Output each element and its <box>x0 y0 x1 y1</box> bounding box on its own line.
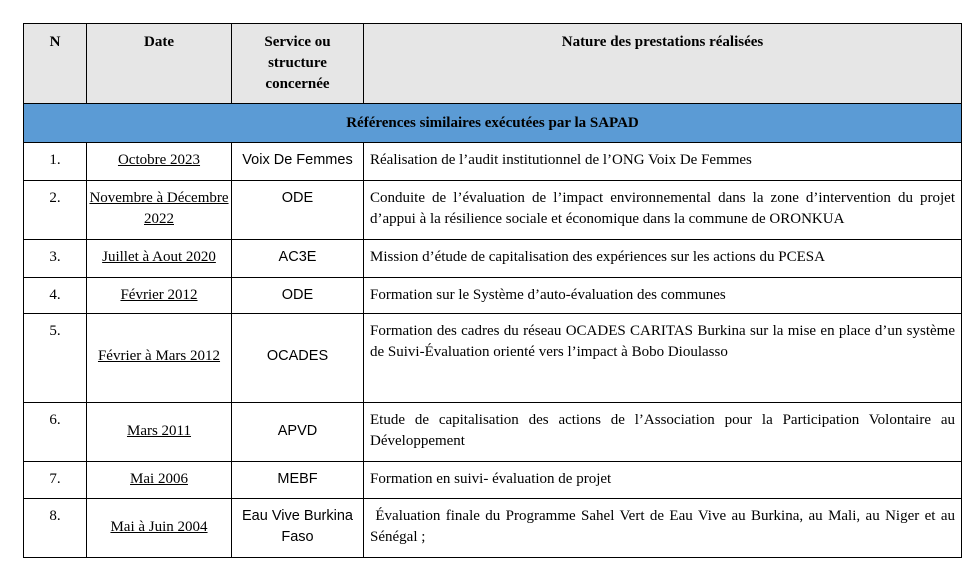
row-number: 6. <box>24 403 87 462</box>
section-row <box>24 104 962 143</box>
table-row <box>24 181 962 240</box>
row-date: Mai 2006 <box>87 462 232 499</box>
row-service: ODE <box>232 181 364 240</box>
table-row <box>24 499 962 558</box>
row-nature: Évaluation finale du Programme Sahel Vert de Eau Vive au Burkina, au Mali, au Niger et au Sénégal ; <box>364 499 962 558</box>
header-service <box>232 24 364 104</box>
table-row <box>24 278 962 314</box>
section-title: Références similaires exécutées par la SAPAD <box>24 104 962 143</box>
header-date: Date <box>87 24 232 104</box>
row-date: Octobre 2023 <box>87 143 232 181</box>
row-nature: Formation en suivi- évaluation de projet <box>364 462 962 499</box>
header-row <box>24 24 962 104</box>
row-number: 7. <box>24 462 87 499</box>
table-row <box>24 462 962 499</box>
row-nature: Réalisation de l’audit institutionnel de l’ONG Voix De Femmes <box>364 143 962 181</box>
header-nature: Nature des prestations réalisées <box>364 24 962 104</box>
header-service-line1: Service ou <box>264 34 331 50</box>
row-number: 3. <box>24 240 87 278</box>
row-date: Février à Mars 2012 <box>87 314 232 403</box>
references-table <box>23 23 962 558</box>
row-date: Février 2012 <box>87 278 232 314</box>
row-service: OCADES <box>232 314 364 403</box>
row-service: AC3E <box>232 240 364 278</box>
row-nature: Formation des cadres du réseau OCADES CARITAS Burkina sur la mise en place d’un système de Suivi-Évaluation orienté vers l’impact à Bobo Dioulasso <box>364 314 962 403</box>
row-number: 4. <box>24 278 87 314</box>
row-service: ODE <box>232 278 364 314</box>
row-date: Novembre à Décembre 2022 <box>87 181 232 240</box>
table-row <box>24 314 962 403</box>
header-service-line3: concernée <box>265 76 330 92</box>
table-row <box>24 240 962 278</box>
row-service: APVD <box>232 403 364 462</box>
table-row <box>24 403 962 462</box>
row-nature: Conduite de l’évaluation de l’impact environnemental dans la zone d’intervention du projet d’appui à la résilience sociale et économique dans la commune de ORONKUA <box>364 181 962 240</box>
header-service-line2: structure <box>268 55 327 71</box>
row-number: 8. <box>24 499 87 558</box>
row-nature: Formation sur le Système d’auto-évaluation des communes <box>364 278 962 314</box>
row-service: MEBF <box>232 462 364 499</box>
row-date: Mars 2011 <box>87 403 232 462</box>
row-service: Eau Vive Burkina Faso <box>232 499 364 558</box>
row-date: Juillet à Aout 2020 <box>87 240 232 278</box>
row-number: 5. <box>24 314 87 403</box>
row-number: 1. <box>24 143 87 181</box>
row-number: 2. <box>24 181 87 240</box>
row-nature: Etude de capitalisation des actions de l’Association pour la Participation Volontaire au Développement <box>364 403 962 462</box>
row-nature: Mission d’étude de capitalisation des expériences sur les actions du PCESA <box>364 240 962 278</box>
row-date: Mai à Juin 2004 <box>87 499 232 558</box>
table-row <box>24 143 962 181</box>
row-service: Voix De Femmes <box>232 143 364 181</box>
header-n: N <box>24 24 87 104</box>
